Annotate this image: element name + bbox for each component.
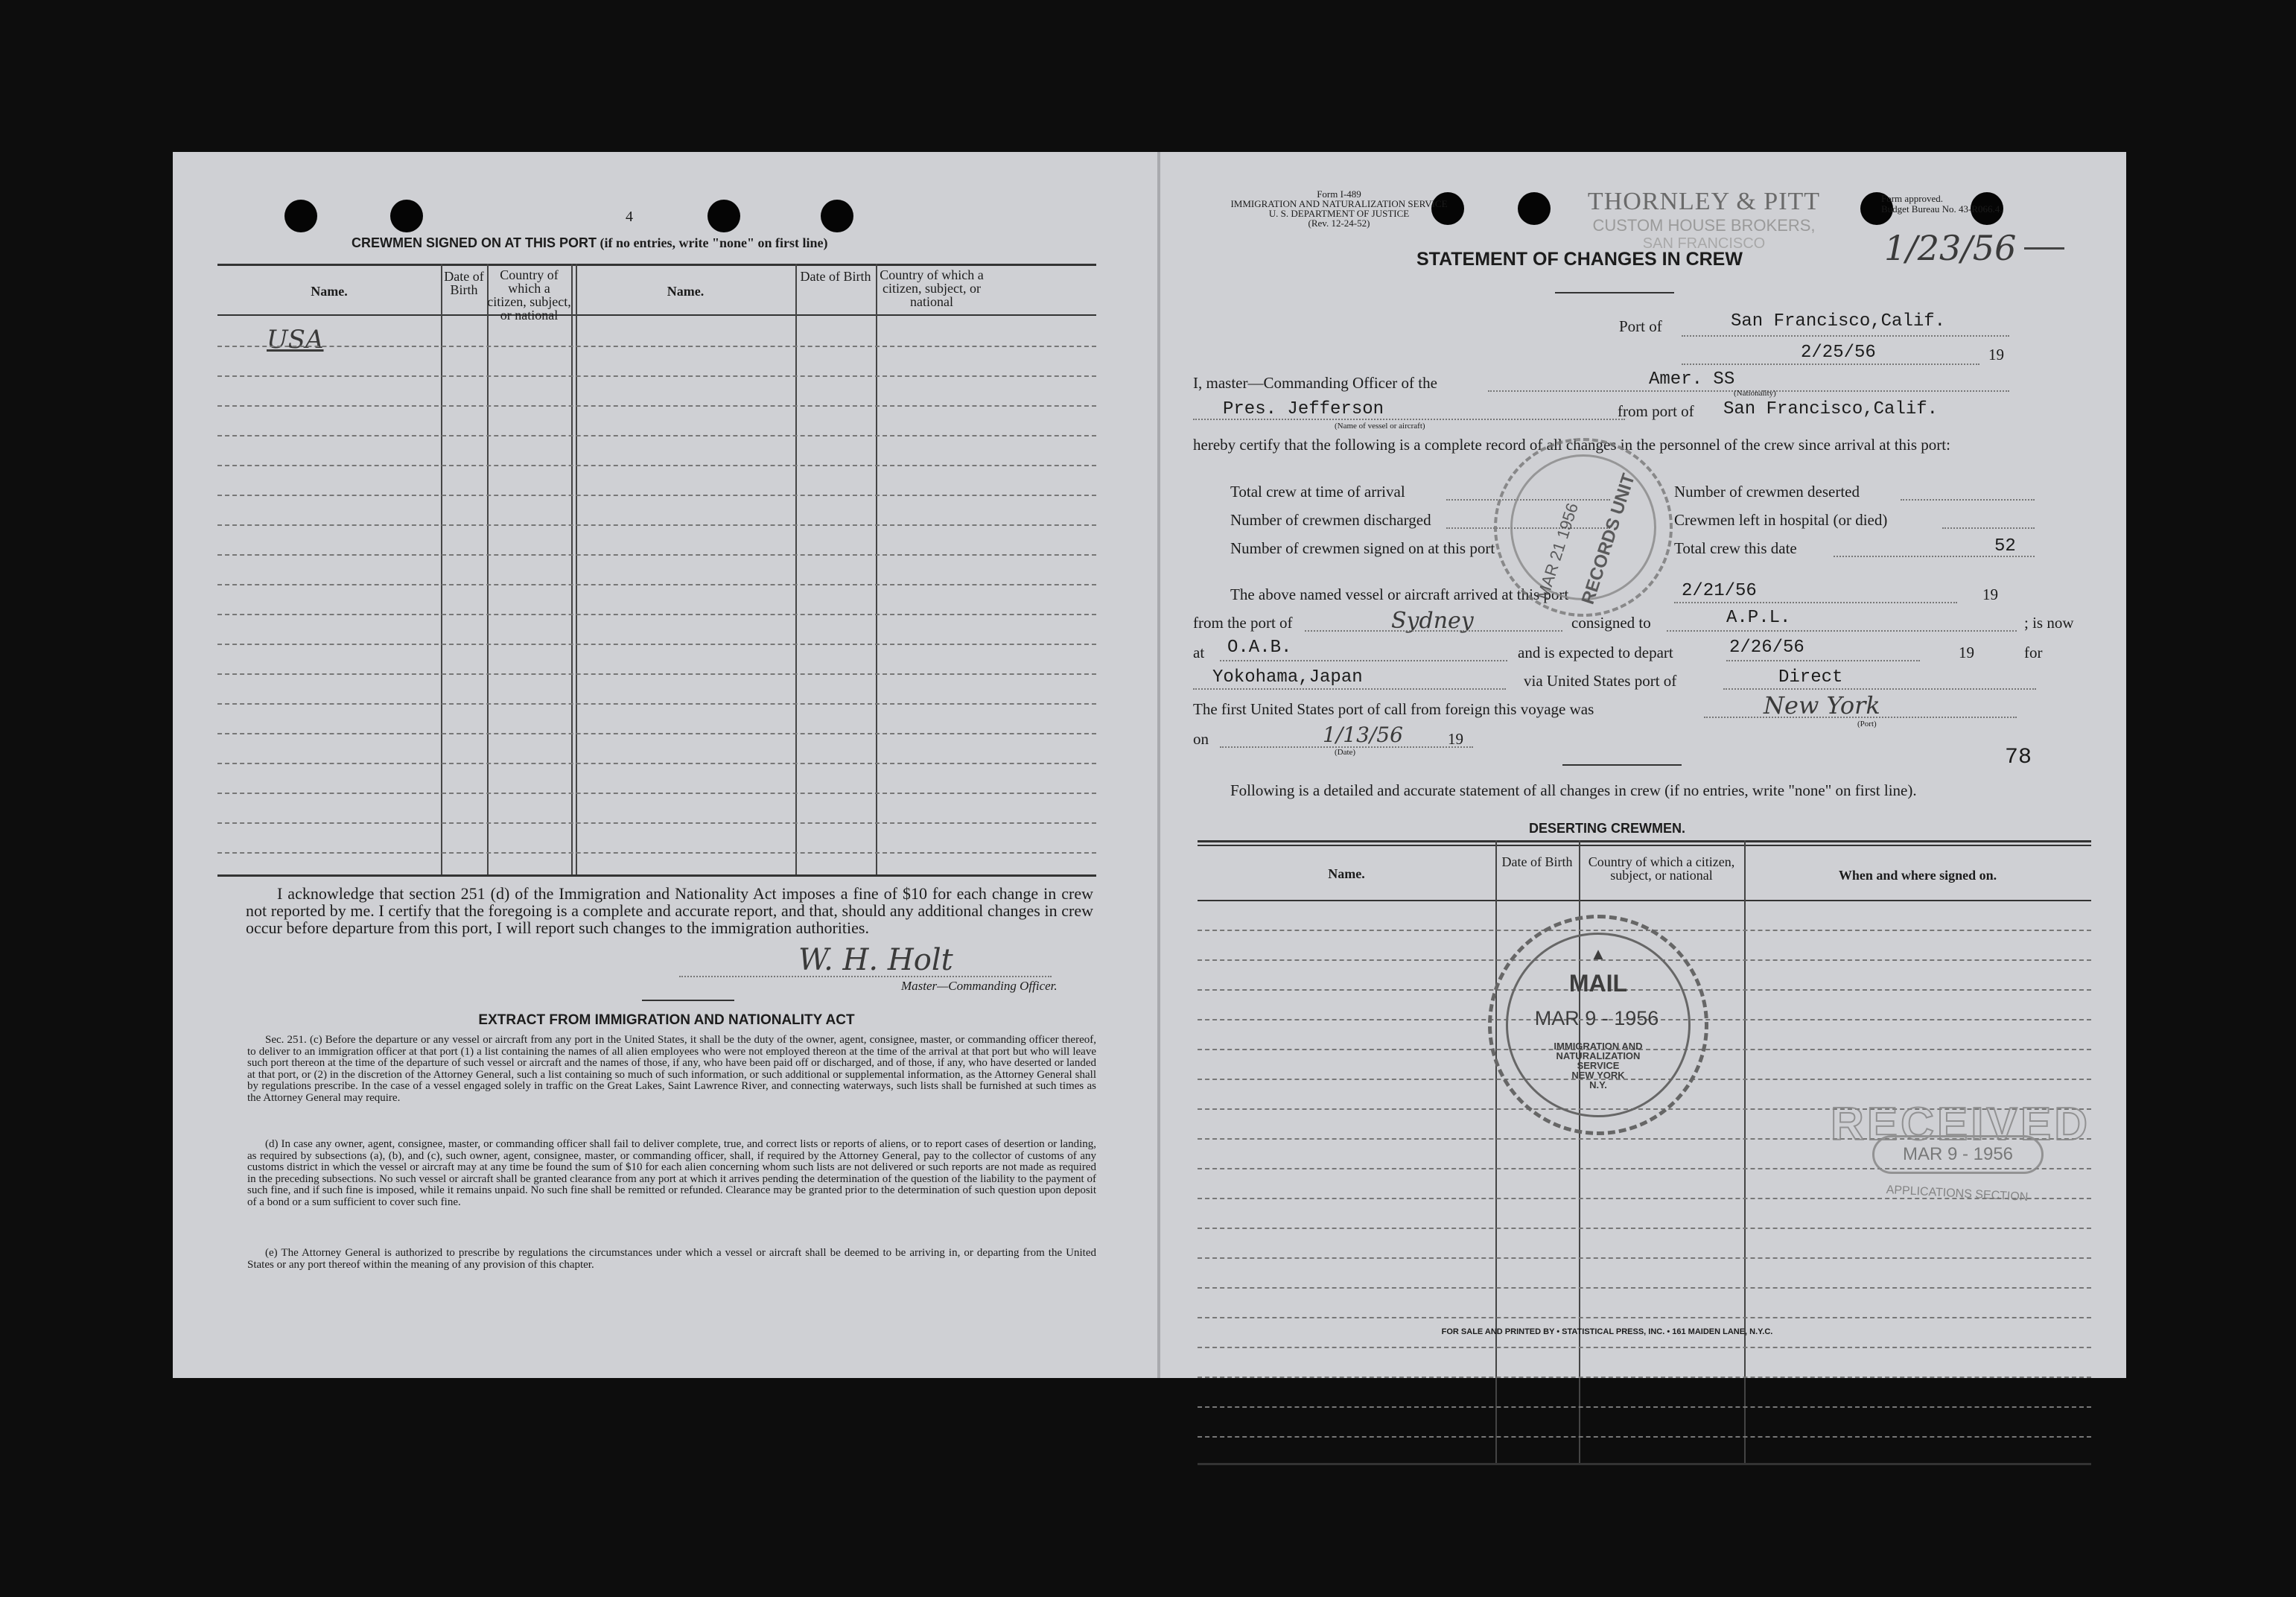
footer: FOR SALE AND PRINTED BY • STATISTICAL PRESS, INC. • 161 MAIDEN LANE, N.Y.C. [1441, 1327, 1773, 1336]
following-text: Following is a detailed and accurate statement of all changes in crew (if no entries, write "none" on first line). [1230, 781, 1917, 799]
extract-c: Sec. 251. (c) Before the departure or any vessel or aircraft from any port in the United States, it shall be the duty of the owner, agent, consignee, master, or commanding officer thereof, to deliver to an immigration officer at that port (1) a list containing the names of all alien employees who were not employed thereon at the time of the arrival at that port but who will leave such port thereon at the time of the departure of such vessel or aircraft and the names of those, if any, who have been paid off or discharged, and of those, if any, who have deserted or landed at that port, or (2) in the discretion of the Attorney General, such a list containing so much of such information, or such additional or supplemental information, as the Attorney General shall by regulations prescribe. In the case of a vessel engaged solely in traffic on the Great Lakes, Saint Lawrence River, and connecting waterways, such lists shall be furnished at such times as the Attorney General may require. [247, 1034, 1096, 1104]
records-text: RECORDS UNIT [1577, 471, 1639, 607]
form-title: STATEMENT OF CHANGES IN CREW [1416, 249, 1743, 270]
form-approved-block [1881, 194, 2002, 215]
crew-signed-heading-line [352, 235, 827, 251]
extract-e: (e) The Attorney General is authorized to prescribe by regulations the circumstances under which a vessel or aircraft shall be deemed to be arriving in, or departing from the United States or any port thereof within the meaning of any provision of this chapter. [247, 1247, 1096, 1271]
col-country: Country of which a citizen, subject, or national [487, 267, 571, 323]
date-value: 2/25/56 [1801, 343, 1876, 363]
revision: (Rev. 12-24-52) [1308, 218, 1370, 229]
handwritten-date: 1/23/56 [1884, 228, 2017, 268]
is-now-label: ; is now [2024, 614, 2074, 632]
records-date: MAR 21 1956 [1533, 501, 1583, 602]
from-the-port-value: Sydney [1391, 608, 1474, 634]
form-approved: Form approved. [1881, 193, 1944, 204]
budget-bureau: Budget Bureau No. 43-R066.4. [1881, 203, 2003, 215]
acknowledgement: I acknowledge that section 251 (d) of the Immigration and Nationality Act imposes a fine of $10 for each change in crew not reported by me. I certify that the foregoing is a complete and accurate report, and that, should any additional changes in crew occur before departure from this port, I will report such changes to the immigration authorities. [246, 884, 1093, 937]
col-country-2: Country of which a citizen, subject, or national [880, 267, 984, 309]
broker-city: SAN FRANCISCO [1642, 235, 1766, 252]
col-dob: Date of Birth [1501, 854, 1573, 869]
consigned-label: consigned to [1571, 614, 1651, 632]
broker-name: THORNLEY & PITT [1587, 188, 1821, 215]
vessel-caption: (Name of vessel or aircraft) [1335, 422, 1425, 431]
mail-line2: NATURALIZATION [1556, 1050, 1641, 1061]
mail-line5: N.Y. [1589, 1079, 1607, 1090]
crew-signed-heading: CREWMEN SIGNED ON AT THIS PORT [352, 235, 597, 250]
consigned-value: A.P.L. [1726, 608, 1791, 628]
date-caption: (Date) [1335, 748, 1356, 757]
handwritten-entry: USA [267, 325, 324, 355]
mail-line3: SERVICE [1577, 1060, 1620, 1071]
via-label: via United States port of [1524, 672, 1677, 690]
col-name: Name. [311, 284, 348, 299]
at-label: at [1193, 644, 1205, 661]
received-stamp [1831, 1098, 2090, 1225]
col-dob-2: Date of Birth [800, 269, 871, 284]
punch-hole [284, 200, 317, 232]
arrow-mark [2024, 247, 2064, 250]
crew-signed-note: (if no entries, write "none" on first line) [600, 235, 828, 250]
on-value: 1/13/56 [1323, 723, 1403, 747]
from-the-port-label: from the port of [1193, 614, 1293, 632]
deserting-heading: DESERTING CREWMEN. [1528, 821, 1685, 836]
mail-agency [1488, 1041, 1708, 1090]
first-call-value: New York [1764, 691, 1880, 720]
crew-hospital: Crewmen left in hospital (or died) [1674, 511, 1888, 529]
from-port-value: San Francisco,Calif. [1723, 399, 1939, 419]
on-label: on [1193, 730, 1209, 748]
records-stamp [1494, 438, 1673, 617]
total-crew-date: Total crew this date [1674, 539, 1797, 557]
broker-line: CUSTOM HOUSE BROKERS, [1592, 216, 1816, 235]
received-date: MAR 9 - 1956 [1902, 1144, 2014, 1164]
form-header [1190, 189, 1488, 228]
port-caption: (Port) [1857, 720, 1877, 728]
nationality-caption: (Nationality) [1734, 389, 1776, 398]
arrived-value: 2/21/56 [1682, 581, 1757, 601]
received-word: RECEIVED [1831, 1099, 2090, 1150]
nationality-value: Amer. SS [1649, 369, 1735, 390]
punch-hole [707, 200, 740, 232]
on-year: 19 [1448, 730, 1463, 748]
broker-stamp [1577, 188, 1831, 253]
depart-label: and is expected to depart [1518, 644, 1673, 661]
department: U. S. DEPARTMENT OF JUSTICE [1268, 208, 1410, 219]
arrived-year: 19 [1982, 585, 1998, 603]
certify-text: hereby certify that the following is a complete record of all changes in the personnel of the crew since arrival at this port: [1193, 436, 1950, 454]
arrived-label: The above named vessel or aircraft arrived at this port [1230, 585, 1569, 603]
signature: W. H. Holt [798, 943, 953, 977]
punch-hole [390, 200, 423, 232]
total-crew-arrival: Total crew at time of arrival [1230, 483, 1405, 501]
page-number: 4 [626, 209, 633, 225]
received-section: APPLICATIONS SECTION [1886, 1184, 2029, 1204]
left-page [173, 152, 1160, 1378]
depart-value: 2/26/56 [1729, 638, 1804, 658]
port-of-label: Port of [1619, 317, 1662, 335]
right-page [1160, 152, 2126, 1378]
col-dob: Date of Birth [444, 269, 484, 297]
punch-hole [1518, 192, 1551, 225]
col-when-where: When and where signed on. [1838, 868, 1997, 883]
crew-discharged: Number of crewmen discharged [1230, 511, 1431, 529]
crew-deserted: Number of crewmen deserted [1674, 483, 1860, 501]
agency: IMMIGRATION AND NATURALIZATION SERVICE [1230, 198, 1448, 209]
total-crew-value: 52 [1994, 536, 2016, 556]
extract-heading: EXTRACT FROM IMMIGRATION AND NATIONALITY ACT [478, 1012, 855, 1028]
master-label: I, master—Commanding Officer of the [1193, 374, 1437, 392]
vessel-name: Pres. Jefferson [1223, 399, 1384, 419]
mail-line4: NEW YORK [1571, 1070, 1625, 1081]
page-code: 78 [2005, 745, 2032, 770]
signature-caption: Master—Commanding Officer. [901, 979, 1058, 993]
crew-signed-on: Number of crewmen signed on at this port [1230, 539, 1495, 557]
port-of-value: San Francisco,Calif. [1731, 311, 1946, 331]
mail-arrow-icon: ▲ [1590, 944, 1606, 963]
mail-line1: IMMIGRATION AND [1554, 1041, 1643, 1052]
via-value: Direct [1778, 667, 1843, 688]
mail-date: MAR 9 - 1956 [1534, 1007, 1659, 1029]
mail-word: MAIL [1568, 970, 1628, 997]
crew-signed-table [217, 264, 1096, 874]
for-label: for [2024, 644, 2043, 661]
col-name: Name. [1328, 866, 1365, 881]
form-number: Form I-489 [1317, 188, 1361, 200]
col-country: Country of which a citizen, subject, or national [1588, 854, 1735, 883]
punch-hole [821, 200, 853, 232]
from-port-label: from port of [1618, 402, 1694, 420]
date-year: 19 [1988, 346, 2004, 363]
destination-value: Yokohama,Japan [1212, 667, 1363, 688]
extract-d: (d) In case any owner, agent, consignee, master, or commanding officer shall fail to deliver complete, true, and correct lists or reports of aliens, or to report cases of desertion or landing, as required by subsections (a), (b), and (c), such owner, agent, consignee, master, or commanding officer, shall, if required by the Attorney General, pay to the collector of customs of any customs district in which the vessel or aircraft may at any time be found the sum of $10 for each alien concerning whom such lists are not delivered or such reports are not made as required in the preceding subsections. No such vessel or aircraft shall be granted clearance from any port at which it arrives pending the determination of the question of the liability to the payment of such fine, and if such fine is imposed, while it remains unpaid. No such fine shall be remitted or refunded. Clearance may be granted prior to the determination of such question upon deposit of a bond or a sum sufficient to cover such fine. [247, 1138, 1096, 1208]
depart-year: 19 [1959, 644, 1974, 661]
at-value: O.A.B. [1227, 638, 1292, 658]
first-call-label: The first United States port of call from foreign this voyage was [1193, 700, 1594, 718]
mail-stamp [1488, 915, 1708, 1135]
col-name-2: Name. [667, 284, 705, 299]
